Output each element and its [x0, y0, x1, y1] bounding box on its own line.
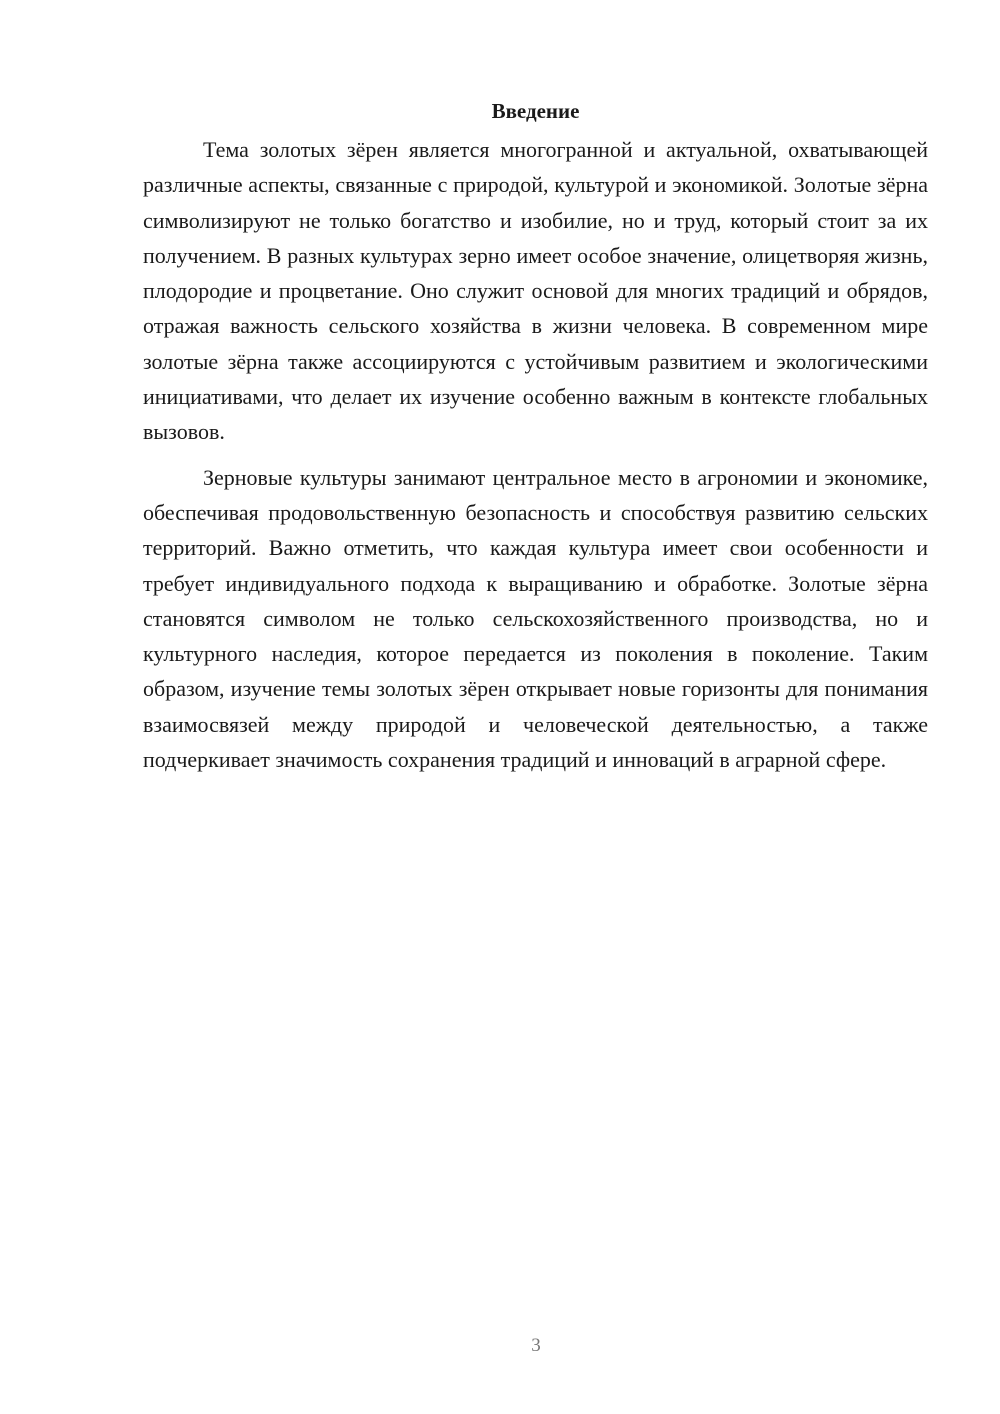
paragraph-2: Зерновые культуры занимают центральное место в агрономии и экономике, обеспечивая продовольственную безопасность и способствуя развитию сельских территорий. Важно отметить, что каждая культура имеет свои особенности и требует индивидуального подхода к выращиванию и обработке. Золотые зёрна становятся символом не только сельскохозяйственного производства, но и культурного наследия, которое передается из поколения в поколение. Таким образом, изучение темы золотых зёрен открывает новые горизонты для понимания взаимосвязей между природой и человеческой деятельностью, а также подчеркивает значимость сохранения традиций и инноваций в аграрной сфере. [143, 464, 928, 773]
page-number: 3 [531, 1335, 541, 1356]
page-content [143, 96, 928, 777]
paragraph-1: Тема золотых зёрен является многогранной и актуальной, охватывающей различные аспекты, связанные с природой, культурой и экономикой. Золотые зёрна символизируют не только богатство и изобилие, но и труд, который стоит за их получением. В разных культурах зерно имеет особое значение, олицетворяя жизнь, плодородие и процветание. Оно служит основой для многих традиций и обрядов, отражая важность сельского хозяйства в жизни человека. В современном мире золотые зёрна также ассоциируются с устойчивым развитием и экологическими инициативами, что делает их изучение особенно важным в контексте глобальных вызовов. [143, 137, 928, 445]
section-heading: Введение [491, 99, 580, 123]
